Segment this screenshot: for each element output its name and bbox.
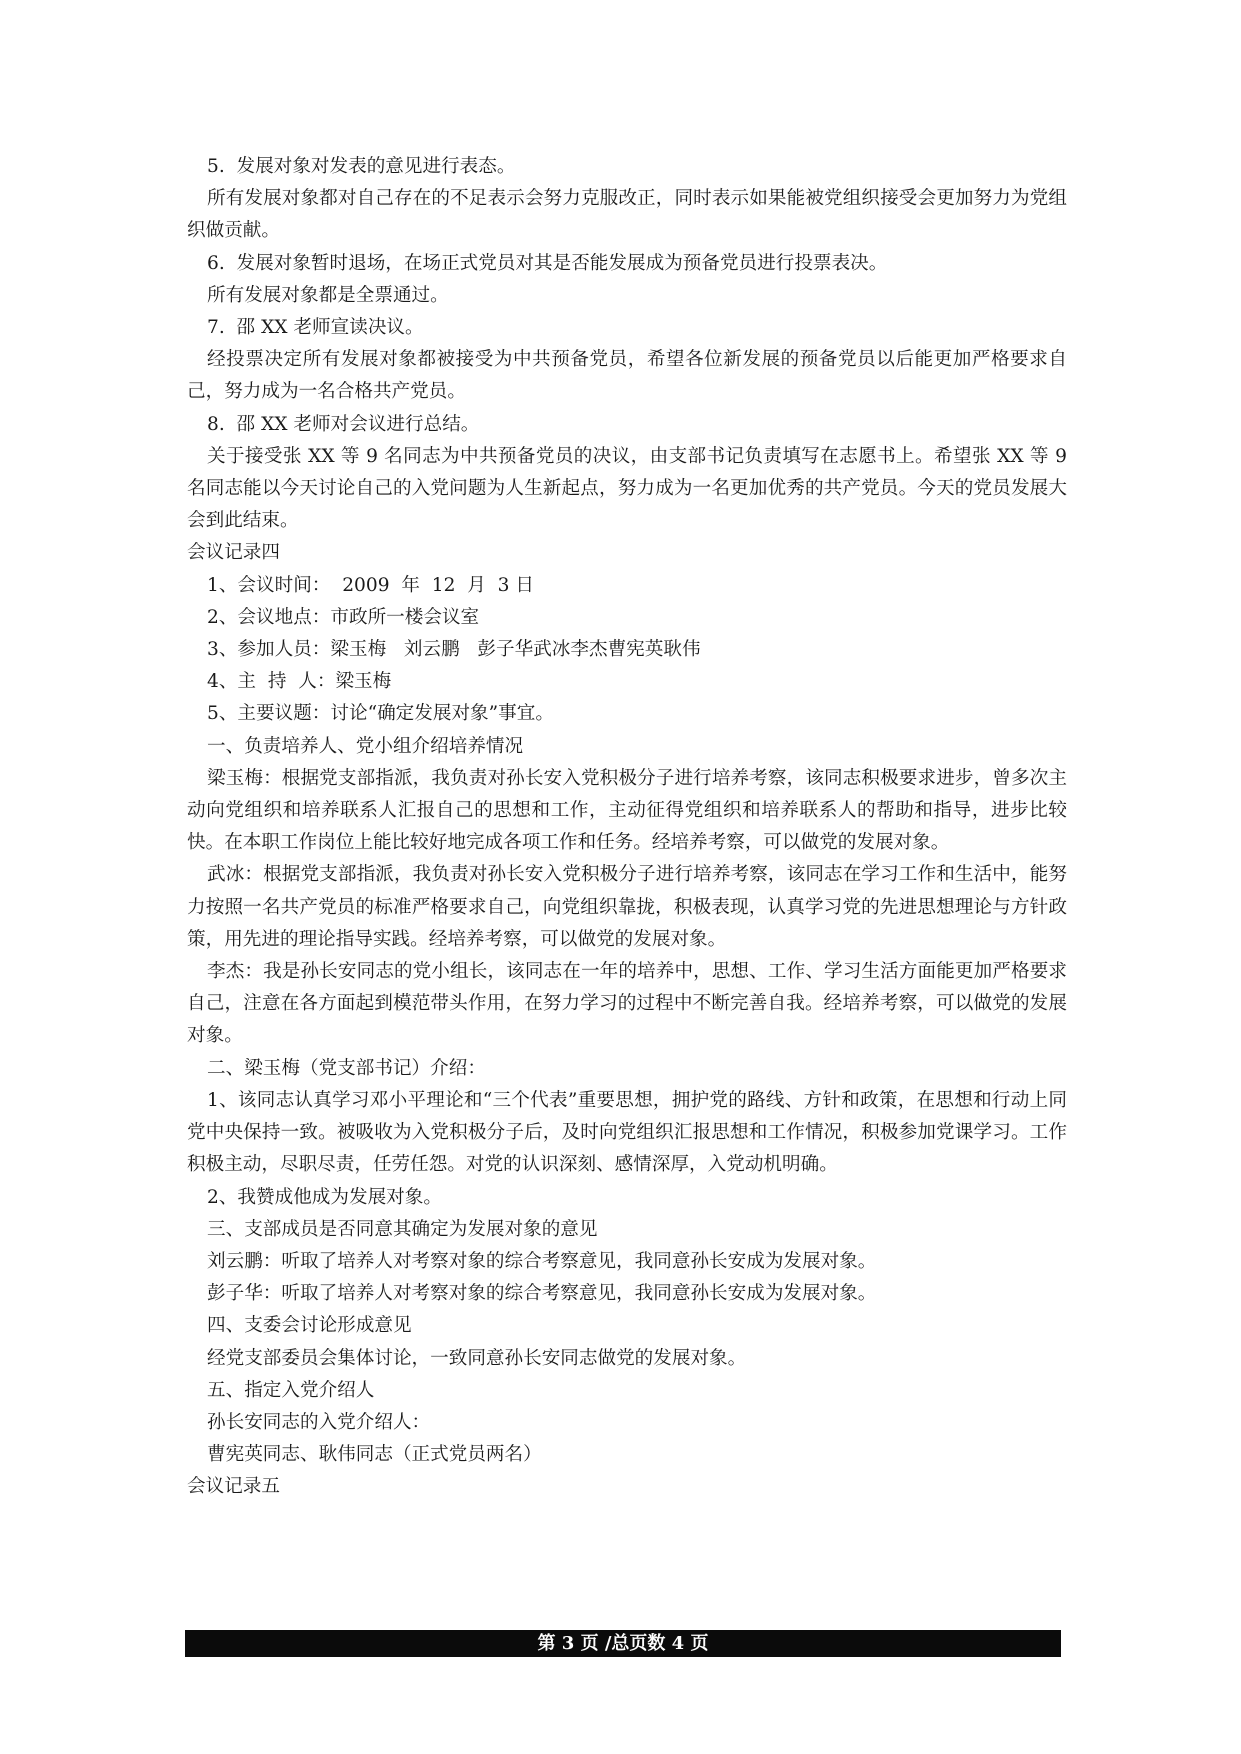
paragraph: 所有发展对象都对自己存在的不足表示会努力克服改正，同时表示如果能被党组织接受会更加努力为党组织做贡献。	[187, 188, 1067, 242]
section-heading: 会议记录四	[187, 542, 280, 564]
page-footer	[185, 1630, 1061, 1657]
paragraph: 经党支部委员会集体讨论，一致同意孙长安同志做党的发展对象。	[207, 1347, 747, 1369]
paragraph: 经投票决定所有发展对象都被接受为中共预备党员，希望各位新发展的预备党员以后能更加严格要求自己，努力成为一名合格共产党员。	[187, 349, 1067, 403]
paragraph: 4、主 持 人：梁玉梅	[207, 671, 392, 693]
paragraph: 武冰：根据党支部指派，我负责对孙长安入党积极分子进行培养考察，该同志在学习工作和生活中，能努力按照一名共产党员的标准严格要求自己，向党组织靠拢，积极表现，认真学习党的先进思想理论与方针政策，用先进的理论指导实践。经培养考察，可以做党的发展对象。	[187, 864, 1067, 950]
paragraph: 二、梁玉梅（党支部书记）介绍：	[207, 1057, 486, 1079]
paragraph: 5. 发展对象对发表的意见进行表态。	[207, 156, 516, 177]
paragraph: 6. 发展对象暂时退场，在场正式党员对其是否能发展成为预备党员进行投票表决。	[207, 252, 888, 274]
paragraph: 关于接受张 XX 等 9 名同志为中共预备党员的决议，由支部书记负责填写在志愿书上。希望张 XX 等 9 名同志能以今天讨论自己的入党问题为人生新起点，努力成为一名更加优秀的共产党员。今天的党员发展大会到此结束。	[187, 445, 1073, 532]
paragraph: 孙长安同志的入党介绍人：	[207, 1411, 431, 1433]
paragraph: 李杰：我是孙长安同志的党小组长，该同志在一年的培养中，思想、工作、学习生活方面能更加严格要求自己，注意在各方面起到模范带头作用，在努力学习的过程中不断完善自我。经培养考察，可以做党的发展对象。	[187, 961, 1067, 1047]
paragraph: 四、支委会讨论形成意见	[207, 1315, 412, 1337]
paragraph: 1、该同志认真学习邓小平理论和“三个代表”重要思想，拥护党的路线、方针和政策，在思想和行动上同党中央保持一致。被吸收为入党积极分子后，及时向党组织汇报思想和工作情况，积极参加党课学习。工作积极主动，尽职尽责，任劳任怨。对党的认识深刻、感情深厚，入党动机明确。	[187, 1089, 1067, 1176]
paragraph: 3、参加人员：梁玉梅 刘云鹏 彭子华武冰李杰曹宪英耿伟	[207, 639, 701, 661]
document-body	[187, 151, 1073, 1504]
section-heading: 会议记录五	[187, 1476, 280, 1498]
paragraph: 5、主要议题：讨论“确定发展对象”事宜。	[207, 703, 554, 725]
paragraph: 2、我赞成他成为发展对象。	[207, 1186, 442, 1208]
paragraph: 五、指定入党介绍人	[207, 1379, 375, 1401]
paragraph: 三、支部成员是否同意其确定为发展对象的意见	[207, 1218, 598, 1240]
paragraph: 1、会议时间： 2009 年 12 月 3 日	[207, 574, 534, 596]
paragraph: 7. 邵 XX 老师宣读决议。	[207, 317, 424, 339]
paragraph: 2、会议地点：市政所一楼会议室	[207, 606, 480, 628]
paragraph: 梁玉梅：根据党支部指派，我负责对孙长安入党积极分子进行培养考察，该同志积极要求进步，曾多次主动向党组织和培养联系人汇报自己的思想和工作，主动征得党组织和培养联系人的帮助和指导，进步比较快。在本职工作岗位上能比较好地完成各项工作和任务。经培养考察，可以做党的发展对象。	[187, 767, 1067, 854]
paragraph: 8. 邵 XX 老师对会议进行总结。	[207, 413, 480, 435]
paragraph: 所有发展对象都是全票通过。	[207, 284, 449, 306]
paragraph: 曹宪英同志、耿伟同志（正式党员两名）	[207, 1444, 542, 1466]
paragraph: 彭子华：听取了培养人对考察对象的综合考察意见，我同意孙长安成为发展对象。	[207, 1283, 877, 1305]
paragraph: 一、负责培养人、党小组介绍培养情况	[207, 735, 524, 757]
paragraph: 刘云鹏：听取了培养人对考察对象的综合考察意见，我同意孙长安成为发展对象。	[207, 1250, 877, 1272]
page-number-label: 第 3 页 /总页数 4 页	[537, 1633, 709, 1654]
